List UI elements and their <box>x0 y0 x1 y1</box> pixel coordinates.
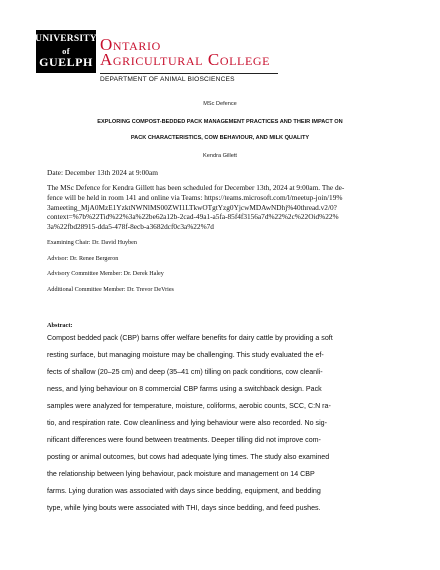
abstract-line: farms. Lying duration was associated with days since bedding, equipment, and bedding <box>47 487 321 496</box>
notice-line-teams-link[interactable]: fence will be held in room 141 and online via Teams: https://teams.microsoft.com/l/meetup-join/19% <box>47 192 343 202</box>
examining-chair: Examining Chair: Dr. David Huyben <box>47 240 137 246</box>
abstract-line: fects of shallow (20–25 cm) and deep (35–41 cm) tilling on pack conditions, cow cleanli- <box>47 368 323 377</box>
thesis-title <box>30 114 410 146</box>
department-name: DEPARTMENT OF ANIMAL BIOSCIENCES <box>100 76 235 83</box>
advisory-committee-member: Advisory Committee Member: Dr. Derek Haley <box>47 271 164 277</box>
abstract-line: tio, and respiration rate. Cow cleanliness and lying behaviour were also recorded. No sig- <box>47 419 327 428</box>
advisor: Advisor: Dr. Renee Bergeron <box>47 256 119 262</box>
additional-committee-member: Additional Committee Member: Dr. Trevor DeVries <box>47 287 174 293</box>
abstract-line: type, while lying bouts were associated with THI, days since bedding, and feed pushes. <box>47 504 321 513</box>
header-divider <box>100 73 278 74</box>
abstract-line: nificant differences were found between treatments. Deeper tilling did not improve com- <box>47 436 321 445</box>
abstract-heading: Abstract: <box>47 322 73 329</box>
notice-line: The MSc Defence for Kendra Gillett has been scheduled for December 13th, 2024 at 9:00am. The de- <box>47 183 345 192</box>
university-logo <box>36 30 96 73</box>
college-name-line1: Ontario <box>100 35 161 54</box>
thesis-title-line1: EXPLORING COMPOST-BEDDED PACK MANAGEMENT PRACTICES AND THEIR IMPACT ON <box>97 119 343 125</box>
college-name <box>100 37 300 67</box>
abstract-line: posting or animal outcomes, but cows had adequate lying times. The study also examined <box>47 453 330 462</box>
abstract-line: samples were analyzed for temperature, moisture, coliforms, aerobic counts, SCC, C:N ra- <box>47 402 331 411</box>
abstract-line: resting surface, but managing moisture may be challenging. This study evaluated the ef- <box>47 351 324 360</box>
abstract-line: ness, and lying behaviour on 8 commercial CBP farms using a switchback design. Pack <box>47 385 322 394</box>
notice-line-teams-link[interactable]: 3a%22fbd28915-dda5-478f-8ecb-a3682dcf0c3a%22%7d <box>47 222 214 232</box>
abstract-body <box>47 330 392 518</box>
abstract-line: the relationship between lying behaviour, pack moisture and management on 14 CBP <box>47 470 315 479</box>
logo-text-university: UNIVERSITY <box>35 34 97 44</box>
defence-notice <box>47 183 402 232</box>
notice-line-teams-link[interactable]: 3ameeting_MjA0MzE1YzktNWNlMS00ZWI1LTkwOTgtYzg0YjcwMDAwNDhj%40thread.v2/0? <box>47 202 337 212</box>
logo-text-of: of <box>62 45 70 56</box>
logo-text-guelph: GUELPH <box>39 55 93 69</box>
notice-line-teams-link[interactable]: context=%7b%22Tid%22%3a%22be62a12b-2cad-49a1-a5fa-85f4f3156a7d%22%2c%22Oid%22% <box>47 212 339 222</box>
abstract-line: Compost bedded pack (CBP) barns offer welfare benefits for dairy cattle by providing a soft <box>47 334 333 342</box>
event-type: MSc Defence <box>203 101 237 107</box>
author-name: Kendra Gillett <box>203 153 237 159</box>
college-name-line2: Agricultural College <box>100 50 271 69</box>
defence-date: Date: December 13th 2024 at 9:00am <box>47 168 159 177</box>
thesis-title-line2: PACK CHARACTERISTICS, COW BEHAVIOUR, AND MILK QUALITY <box>130 135 310 141</box>
